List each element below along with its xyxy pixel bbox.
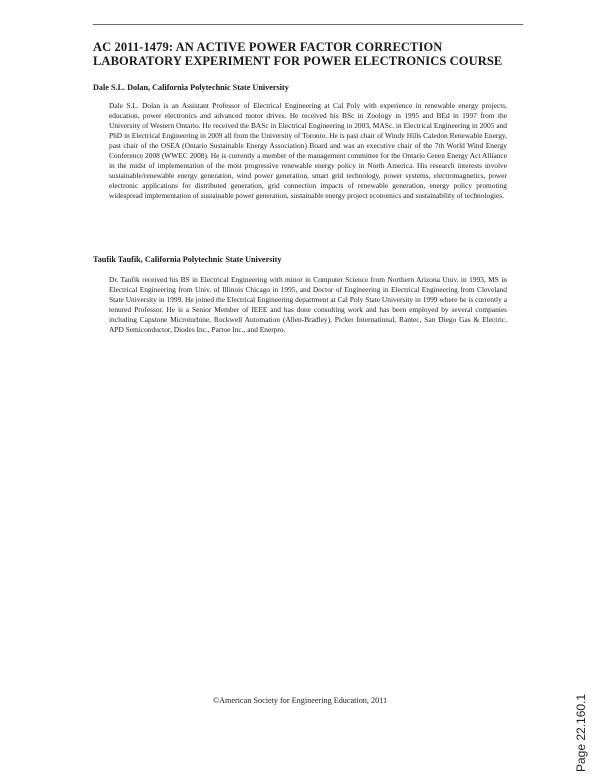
copyright-footer: ©American Society for Engineering Education, 2011	[212, 696, 388, 705]
author-heading-1: Dale S.L. Dolan, California Polytechnic State University	[93, 83, 289, 92]
paper-title: AC 2011-1479: AN ACTIVE POWER FACTOR CORRECTION LABORATORY EXPERIMENT FOR POWER ELECTRONICS COURSE	[93, 40, 503, 68]
author-heading-2: Taufik Taufik, California Polytechnic State University	[93, 255, 282, 264]
page-number-label: Page 22.160.1	[574, 693, 588, 772]
top-rule	[93, 24, 523, 25]
author-bio-2: Dr. Taufik received his BS in Electrical Engineering with minor in Computer Science from Northern Arizona Univ. in 1993, MS in Electrical Engineering from Univ. of Illinois Chicago in 1995, and Doctor of Engineering in Electrical Engineering from Cleveland State University in 1999. He joined the Electrical Engineering department at Cal Poly State University in 1999 where he is currently a tenured Professor. He is a Senior Member of IEEE and has done consulting work and has been employed by several companies including Capstone Microturbine, Rockwell Automation (Allen-Bradley), Picker International, Rantec, San Diego Gas & Electric, APD Semiconductor, Diodes Inc., Partoe Inc., and Enerpro.	[109, 275, 507, 335]
author-bio-1: Dale S.L. Dolan is an Assistant Professor of Electrical Engineering at Cal Poly with experience in renewable energy projects, education, power electronics and advanced motor drives. He received his BSc in Zoology in 1995 and BEd in 1997 from the University of Western Ontario. He received the BASc in Electrical Engineering in 2003, MASc. in Electrical Engineering in 2005 and PhD in Electrical Engineering in 2009 all from the University of Toronto. He is past chair of Windy Hills Caledon Renewable Energy, past chair of the OSEA (Ontario Sustainable Energy Association) Board and was an executive chair of the 7th World Wind Energy Conference 2008 (WWEC 2008). He is currently a member of the management committee for the Ontario Green Energy Act Alliance in the midst of implementation of the most progressive renewable energy policy in North America. His research interests involve sustainable/renewable energy generation, wind power generation, smart grid technology, power systems, electromagnetics, power electronic applications for distributed generation, grid connection impacts of renewable generation, energy policy promoting widespread implementation of sustainable power generation, sustainable energy project economics and sustainability of technologies.	[109, 101, 507, 201]
